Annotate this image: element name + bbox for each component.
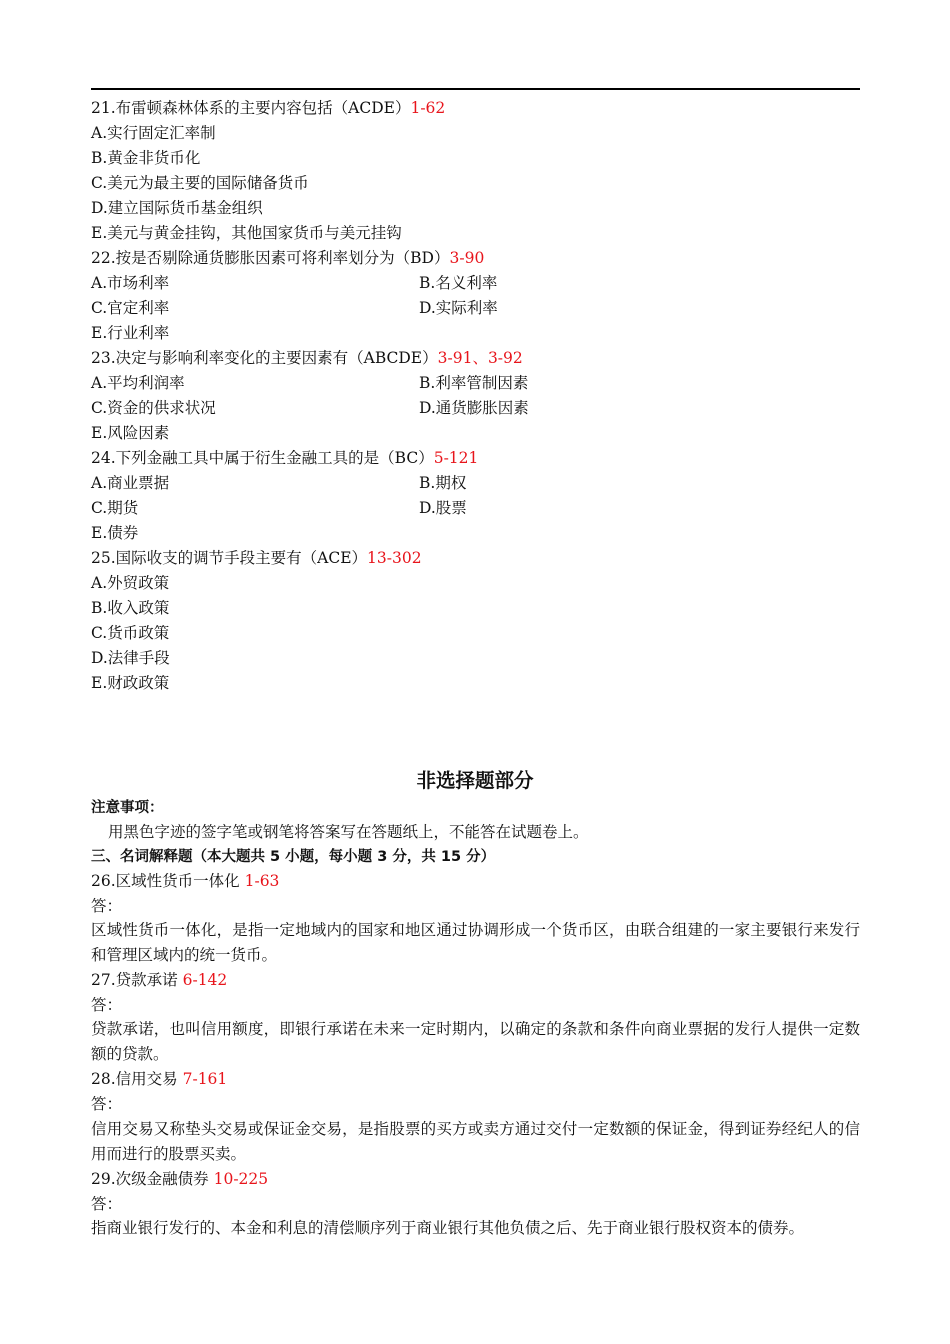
option-c: C.官定利率 (91, 299, 170, 317)
option-e: E.风险因素 (91, 424, 170, 442)
page-reference: 13-302 (367, 549, 422, 567)
option-e: E.财政政策 (91, 674, 170, 692)
answer-label: 答： (91, 897, 123, 915)
option-b: B.利率管制因素 (419, 374, 529, 392)
answer-label: 答： (91, 996, 123, 1014)
question-23-stem: 23.决定与影响利率变化的主要因素有（ABCDE）3-91、3-92 (91, 349, 523, 367)
option-d: D.实际利率 (419, 299, 498, 317)
notice-text: 用黑色字迹的签字笔或钢笔将答案写在答题纸上，不能答在试题卷上。 (108, 823, 589, 841)
answer-text: 信用交易又称垫头交易或保证金交易，是指股票的买方或卖方通过交付一定数额的保证金，得到证券经纪人的信用而进行的股票买卖。 (91, 1120, 860, 1163)
option-d: D.股票 (419, 499, 467, 517)
option-e: E.债券 (91, 524, 139, 542)
option-d: D.建立国际货币基金组织 (91, 199, 263, 217)
page-reference: 3-90 (449, 249, 485, 267)
notice-label: 注意事项： (91, 800, 164, 816)
option-a: A.商业票据 (91, 474, 170, 492)
answer-text: 指商业银行发行的、本金和利息的清偿顺序列于商业银行其他负债之后、先于商业银行股权资本的债券。 (91, 1219, 805, 1237)
option-b: B.收入政策 (91, 599, 170, 617)
question-21-stem: 21.布雷顿森林体系的主要内容包括（ACDE）1-62 (91, 99, 446, 117)
question-22-stem: 22.按是否剔除通货膨胀因素可将利率划分为（BD）3-90 (91, 249, 485, 267)
option-a: A.平均利润率 (91, 374, 185, 392)
option-row (91, 496, 467, 520)
option-b: B.名义利率 (419, 274, 498, 292)
option-row (91, 371, 529, 395)
page-reference: 6-142 (182, 971, 228, 989)
option-row (91, 396, 529, 420)
option-e: E.美元与黄金挂钩，其他国家货币与美元挂钩 (91, 224, 402, 242)
option-a: A.实行固定汇率制 (91, 124, 216, 142)
option-c: C.美元为最主要的国际储备货币 (91, 174, 309, 192)
option-a: A.市场利率 (91, 274, 170, 292)
term-26-stem: 26.区域性货币一体化 1-63 (91, 872, 280, 890)
option-d: D.通货膨胀因素 (419, 399, 529, 417)
question-25-stem: 25.国际收支的调节手段主要有（ACE）13-302 (91, 549, 422, 567)
option-c: C.货币政策 (91, 624, 170, 642)
option-d: D.法律手段 (91, 649, 170, 667)
section-title: 非选择题部分 (416, 769, 534, 792)
page-reference: 1-63 (244, 872, 280, 890)
part-title: 三、名词解释题（本大题共 5 小题，每小题 3 分，共 15 分） (91, 849, 496, 865)
answer-label: 答： (91, 1095, 123, 1113)
option-a: A.外贸政策 (91, 574, 170, 592)
option-e: E.行业利率 (91, 324, 170, 342)
page-reference: 10-225 (213, 1170, 269, 1188)
question-24-stem: 24.下列金融工具中属于衍生金融工具的是（BC）5-121 (91, 449, 479, 467)
answer-text: 区域性货币一体化，是指一定地域内的国家和地区通过协调形成一个货币区，由联合组建的一家主要银行来发行和管理区域内的统一货币。 (91, 921, 860, 964)
option-row (91, 271, 498, 295)
page-reference: 7-161 (182, 1070, 228, 1088)
option-b: B.期权 (419, 474, 467, 492)
option-b: B.黄金非货币化 (91, 149, 201, 167)
term-27-stem: 27.贷款承诺 6-142 (91, 971, 228, 989)
answer-label: 答： (91, 1195, 123, 1213)
page-reference: 3-91、3-92 (437, 349, 523, 367)
option-row (91, 471, 467, 495)
option-row (91, 296, 498, 320)
term-28-stem: 28.信用交易 7-161 (91, 1070, 228, 1088)
page-reference: 5-121 (433, 449, 479, 467)
top-rule (91, 88, 860, 90)
option-c: C.期货 (91, 499, 139, 517)
term-29-stem: 29.次级金融债券 10-225 (91, 1170, 269, 1188)
answer-text: 贷款承诺，也叫信用额度，即银行承诺在未来一定时期内，以确定的条款和条件向商业票据的发行人提供一定数额的贷款。 (91, 1020, 860, 1063)
page-reference: 1-62 (410, 99, 446, 117)
option-c: C.资金的供求状况 (91, 399, 216, 417)
